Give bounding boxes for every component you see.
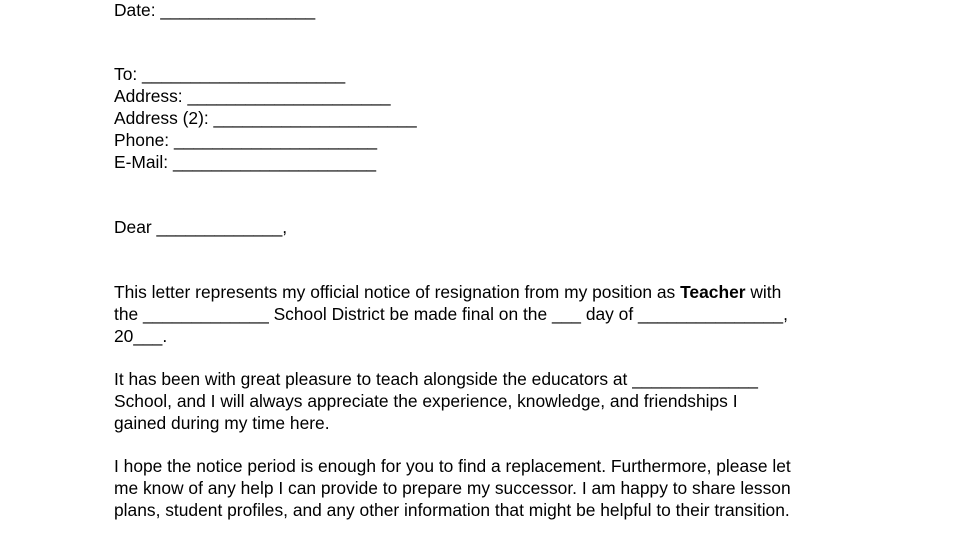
email-line: E-Mail: _____________________	[114, 152, 377, 172]
address2-line: Address (2): _____________________	[114, 108, 417, 128]
paragraph1-line2: the _____________ School District be made final on the ___ day of _______________,	[114, 304, 788, 324]
paragraph1-line1-before: This letter represents my official notice of resignation from my position as	[114, 282, 681, 302]
paragraph3-line1: I hope the notice period is enough for you to find a replacement. Furthermore, please let	[114, 456, 791, 476]
phone-line: Phone: _____________________	[114, 130, 378, 150]
paragraph1-line1	[114, 281, 781, 303]
paragraph2-line2: School, and I will always appreciate the experience, knowledge, and friendships I	[114, 391, 738, 411]
address-line: Address: _____________________	[114, 86, 391, 106]
position-title: Teacher	[680, 282, 746, 302]
salutation: Dear _____________,	[114, 217, 288, 237]
paragraph2-line1: It has been with great pleasure to teach alongside the educators at _____________	[114, 369, 758, 389]
to-line: To: _____________________	[114, 64, 346, 84]
paragraph1-line1-after: with	[745, 282, 782, 302]
paragraph3-line3: plans, student profiles, and any other information that might be helpful to their transition.	[114, 500, 790, 520]
paragraph1-line3: 20___.	[114, 326, 168, 346]
paragraph2-line3: gained during my time here.	[114, 413, 330, 433]
date-line: Date: ________________	[114, 0, 316, 20]
paragraph3-line2: me know of any help I can provide to prepare my successor. I am happy to share lesson	[114, 478, 791, 498]
